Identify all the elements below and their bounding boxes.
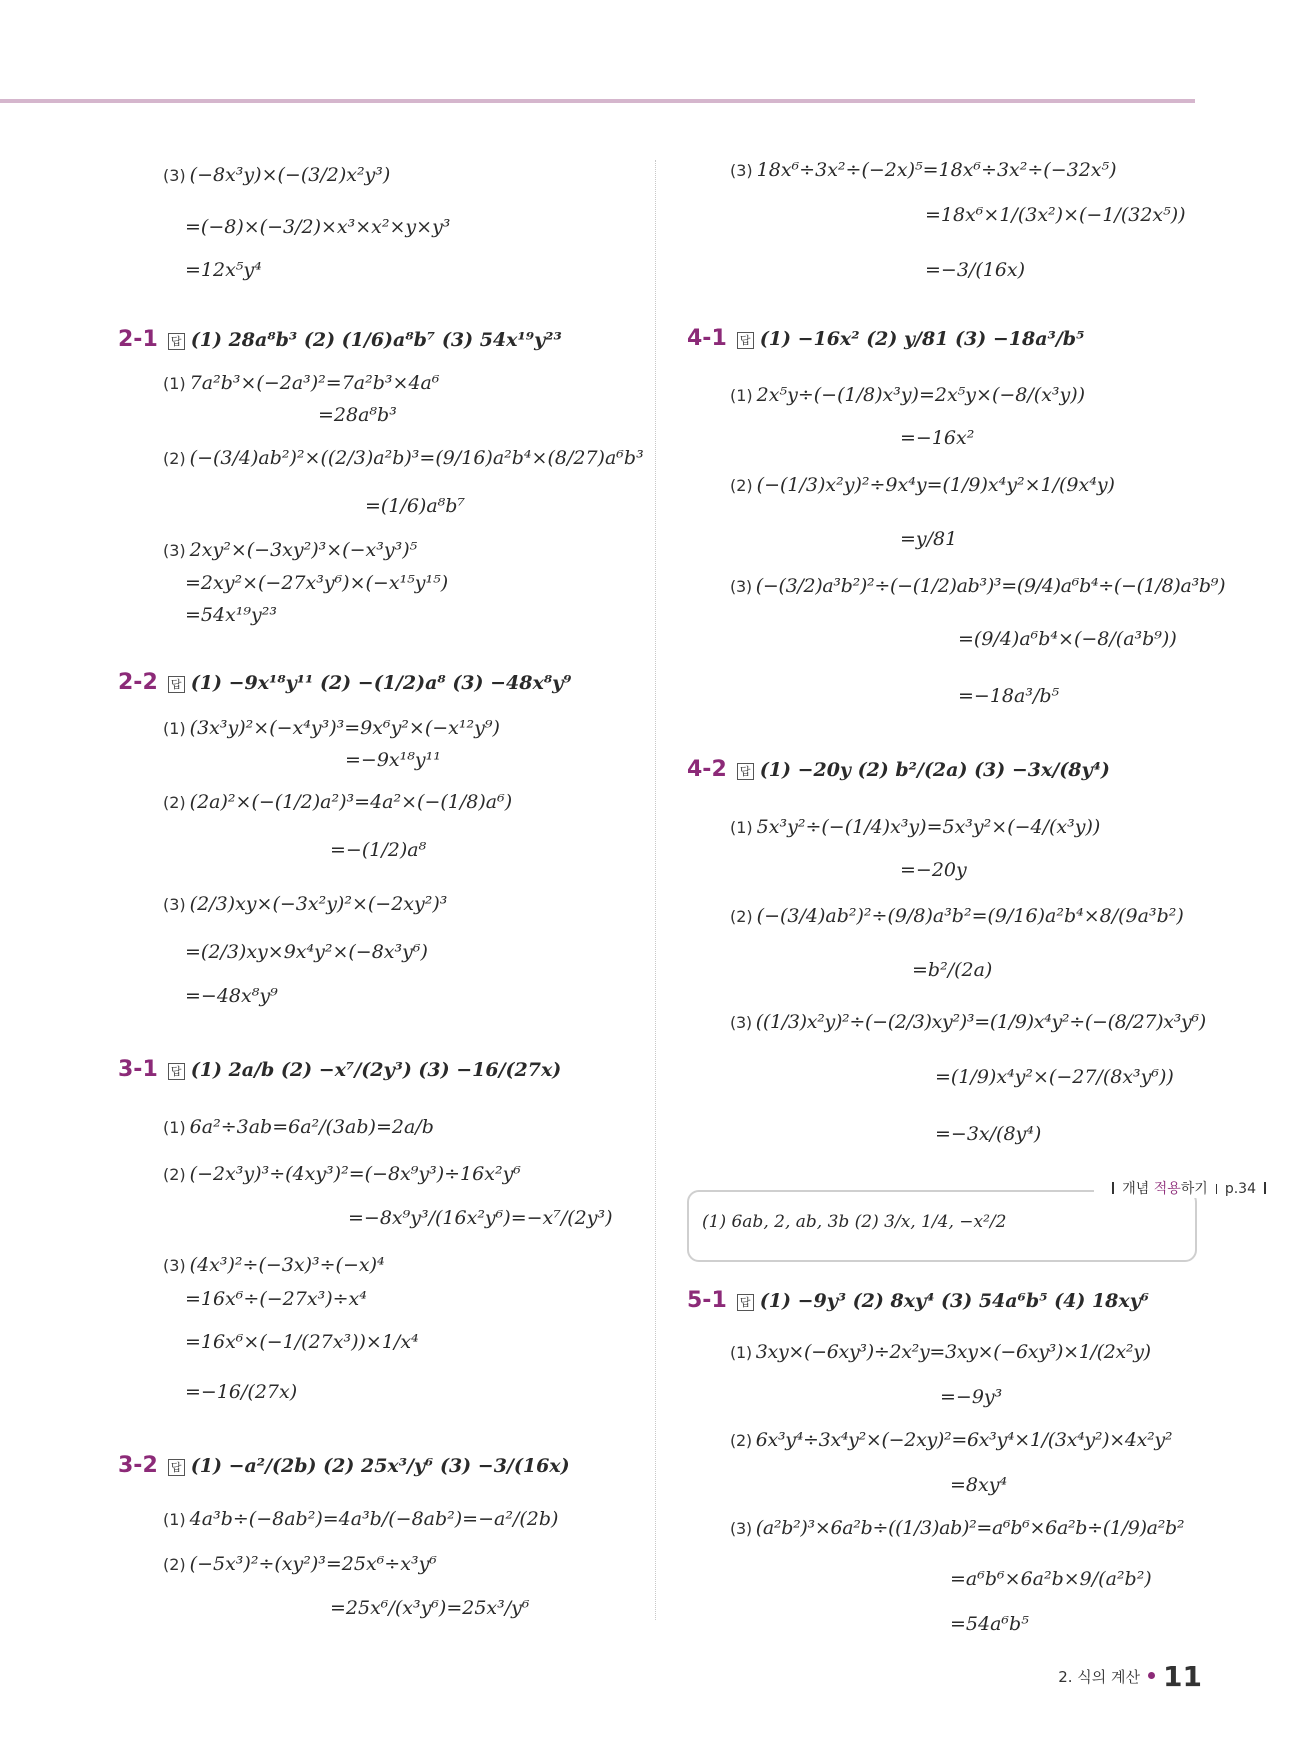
- solution-line: (1) (3x³y)²×(−x⁴y³)³=9x⁶y²×(−x¹²y⁹): [163, 717, 500, 739]
- solution-line: (2) 6x³y⁴÷3x⁴y²×(−2xy)²=6x³y⁴×1/(3x⁴y²)×4x²y²: [730, 1429, 1173, 1451]
- solution-line: (3) (−8x³y)×(−(3/2)x²y³): [163, 164, 391, 186]
- solution-line: (2) (−2x³y)³÷(4xy³)²=(−8x⁹y³)÷16x²y⁶: [163, 1163, 521, 1185]
- solution-line: (3) (2/3)xy×(−3x²y)²×(−2xy²)³: [163, 893, 448, 915]
- problem-number: 3-2: [118, 1453, 158, 1478]
- answer-icon: 답: [168, 1063, 185, 1080]
- solution-line: =−(1/2)a⁸: [330, 839, 427, 861]
- problem-4-1-answer: 4-1 답 (1) −16x² (2) y/81 (3) −18a³/b⁵: [687, 326, 1085, 351]
- solution-line: =−3x/(8y⁴): [935, 1123, 1042, 1145]
- problem-5-1-answer: 5-1 답 (1) −9y³ (2) 8xy⁴ (3) 54a⁶b⁵ (4) 18xy⁶: [687, 1288, 1150, 1313]
- answer-icon: 답: [168, 1459, 185, 1476]
- header-rule: [0, 99, 1195, 103]
- solution-line: =(9/4)a⁶b⁴×(−8/(a³b⁹)): [958, 628, 1177, 650]
- solution-line: =−8x⁹y³/(16x²y⁶)=−x⁷/(2y³): [348, 1207, 613, 1229]
- solution-line: (2) (2a)²×(−(1/2)a²)³=4a²×(−(1/8)a⁶): [163, 791, 513, 813]
- solution-line: =12x⁵y⁴: [185, 259, 262, 281]
- bullet-dot-icon: [1148, 1672, 1155, 1679]
- page-number: 11: [1163, 1660, 1202, 1693]
- solution-line: =(1/9)x⁴y²×(−27/(8x³y⁶)): [935, 1066, 1174, 1088]
- solution-line: =−20y: [900, 859, 967, 881]
- solution-line: (2) (−(1/3)x²y)²÷9x⁴y=(1/9)x⁴y²×1/(9x⁴y): [730, 474, 1115, 496]
- header-tick: [1264, 1182, 1266, 1194]
- solution-line: =16x⁶÷(−27x³)÷x⁴: [185, 1288, 367, 1310]
- solution-line: =−48x⁸y⁹: [185, 985, 278, 1007]
- problem-number: 5-1: [687, 1288, 727, 1313]
- solution-line: =(1/6)a⁸b⁷: [365, 495, 466, 517]
- problem-number: 2-2: [118, 670, 158, 695]
- solution-line: =−16x²: [900, 427, 975, 449]
- solution-line: =−16/(27x): [185, 1381, 298, 1403]
- solution-line: (1) 5x³y²÷(−(1/4)x³y)=5x³y²×(−4/(x³y)): [730, 816, 1101, 838]
- problem-number: 4-1: [687, 326, 727, 351]
- solution-line: =y/81: [900, 528, 958, 550]
- solution-line: (1) 2x⁵y÷(−(1/8)x³y)=2x⁵y×(−8/(x³y)): [730, 384, 1086, 406]
- solution-line: (2) (−(3/4)ab²)²÷(9/8)a³b²=(9/16)a²b⁴×8/(9a³b²): [730, 905, 1184, 927]
- chapter-title: 2. 식의 계산: [1058, 1668, 1141, 1686]
- answer-icon: 답: [168, 676, 185, 693]
- page-footer: [1058, 1660, 1202, 1693]
- solution-line: (1) 3xy×(−6xy³)÷2x²y=3xy×(−6xy³)×1/(2x²y): [730, 1341, 1151, 1363]
- solution-line: =25x⁶/(x³y⁶)=25x³/y⁶: [330, 1597, 530, 1619]
- solution-line: =28a⁸b³: [318, 404, 397, 426]
- column-divider: [655, 160, 656, 1620]
- answer-icon: 답: [737, 763, 754, 780]
- solution-line: =−9x¹⁸y¹¹: [345, 749, 441, 771]
- problem-number: 2-1: [118, 327, 158, 352]
- solution-line: =−9y³: [940, 1386, 1003, 1408]
- solution-line: (2) (−5x³)²÷(xy²)³=25x⁶÷x³y⁶: [163, 1553, 437, 1575]
- solution-line: =−3/(16x): [925, 259, 1026, 281]
- solution-line: =(2/3)xy×9x⁴y²×(−8x³y⁶): [185, 941, 428, 963]
- solution-line: =a⁶b⁶×6a²b×9/(a²b²): [950, 1568, 1152, 1590]
- solution-line: =−18a³/b⁵: [958, 685, 1060, 707]
- solution-line: =b²/(2a): [912, 959, 993, 981]
- solution-line: (3) ((1/3)x²y)²÷(−(2/3)xy²)³=(1/9)x⁴y²÷(−(8/27)x³y⁶): [730, 1011, 1206, 1033]
- solution-line: (3) (a²b²)³×6a²b÷((1/3)ab)²=a⁶b⁶×6a²b÷(1/9)a²b²: [730, 1517, 1185, 1539]
- solution-line: (3) 18x⁶÷3x²÷(−2x)⁵=18x⁶÷3x²÷(−32x⁵): [730, 159, 1117, 181]
- separator: [1216, 1184, 1217, 1194]
- concept-application-body: (1) 6ab, 2, ab, 3b (2) 3/x, 1/4, −x²/2: [702, 1212, 1007, 1232]
- problem-3-2-answer: 3-2 답 (1) −a²/(2b) (2) 25x³/y⁶ (3) −3/(16x): [118, 1453, 570, 1478]
- solution-line: (3) (4x³)²÷(−3x)³÷(−x)⁴: [163, 1254, 385, 1276]
- solution-line: =8xy⁴: [950, 1474, 1008, 1496]
- solution-line: (2) (−(3/4)ab²)²×((2/3)a²b)³=(9/16)a²b⁴×(8/27)a⁶b³: [163, 447, 644, 469]
- solution-line: (1) 4a³b÷(−8ab²)=4a³b/(−8ab²)=−a²/(2b): [163, 1508, 559, 1530]
- answer-icon: 답: [737, 332, 754, 349]
- problem-3-1-answer: 3-1 답 (1) 2a/b (2) −x⁷/(2y³) (3) −16/(27x): [118, 1057, 562, 1082]
- solution-line: =18x⁶×1/(3x²)×(−1/(32x⁵)): [925, 204, 1186, 226]
- solution-line: =54a⁶b⁵: [950, 1613, 1029, 1635]
- concept-application-header: 개념 적용하기 p.34: [1094, 1178, 1284, 1198]
- solution-line: (3) 2xy²×(−3xy²)³×(−x³y³)⁵: [163, 539, 418, 561]
- solution-line: (1) 6a²÷3ab=6a²/(3ab)=2a/b: [163, 1116, 434, 1138]
- solution-line: =(−8)×(−3/2)×x³×x²×y×y³: [185, 216, 451, 238]
- solution-line: =2xy²×(−27x³y⁶)×(−x¹⁵y¹⁵): [185, 572, 449, 594]
- problem-2-2-answer: 2-2 답 (1) −9x¹⁸y¹¹ (2) −(1/2)a⁸ (3) −48x⁸y⁹: [118, 670, 572, 695]
- solution-line: (1) 7a²b³×(−2a³)²=7a²b³×4a⁶: [163, 372, 440, 394]
- answer-icon: 답: [168, 333, 185, 350]
- page-reference: p.34: [1224, 1181, 1256, 1197]
- solution-line: (3) (−(3/2)a³b²)²÷(−(1/2)ab³)³=(9/4)a⁶b⁴÷(−(1/8)a³b⁹): [730, 575, 1226, 597]
- problem-4-2-answer: 4-2 답 (1) −20y (2) b²/(2a) (3) −3x/(8y⁴): [687, 757, 1110, 782]
- answer-icon: 답: [737, 1294, 754, 1311]
- solution-line: =16x⁶×(−1/(27x³))×1/x⁴: [185, 1331, 419, 1353]
- header-tick: [1112, 1182, 1114, 1194]
- solution-line: =54x¹⁹y²³: [185, 604, 278, 626]
- problem-number: 3-1: [118, 1057, 158, 1082]
- problem-2-1-answer: 2-1 답 (1) 28a⁸b³ (2) (1/6)a⁸b⁷ (3) 54x¹⁹y²³: [118, 327, 562, 352]
- problem-number: 4-2: [687, 757, 727, 782]
